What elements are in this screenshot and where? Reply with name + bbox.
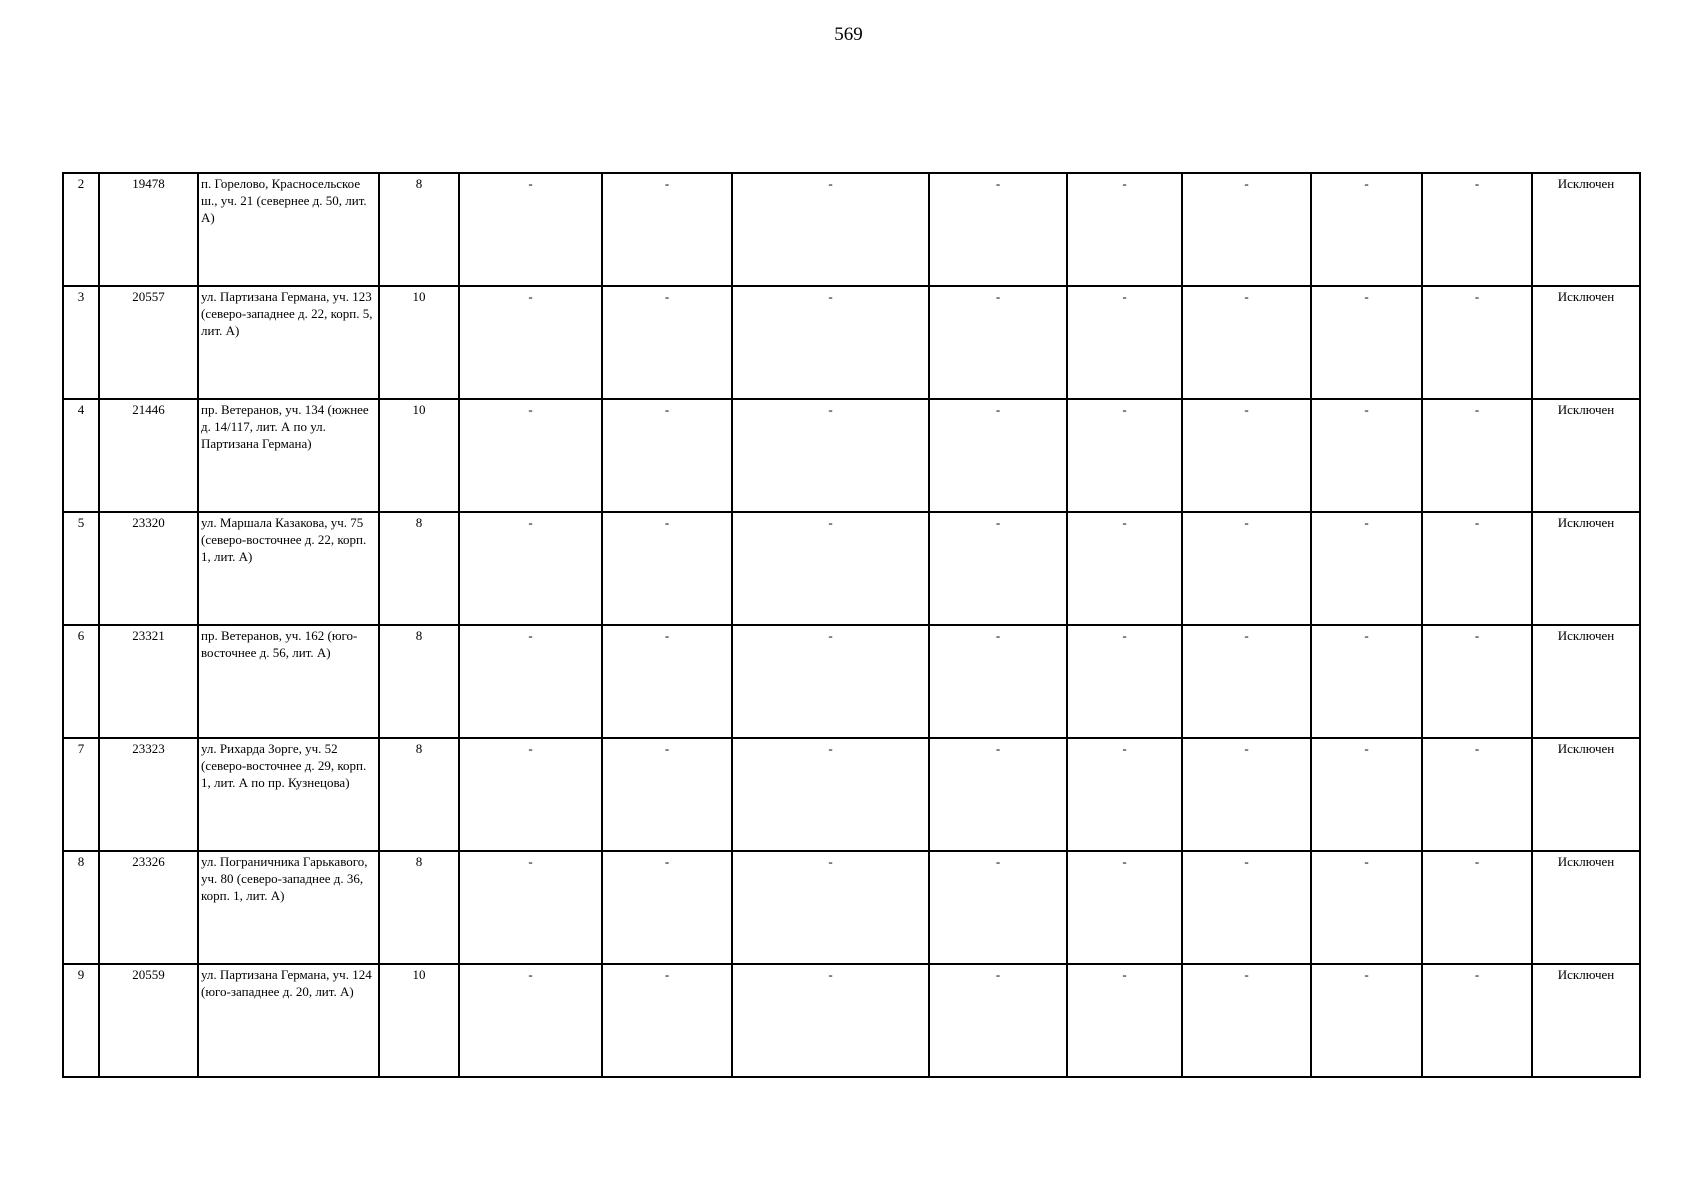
table-row — [63, 512, 1640, 625]
row-number-cell: 8 — [63, 851, 99, 964]
dash-cell: - — [1311, 738, 1422, 851]
dash-cell: - — [1182, 738, 1311, 851]
address-cell: ул. Пограничника Гарькавого, уч. 80 (северо-западнее д. 36, корп. 1, лит. А) — [198, 851, 379, 964]
status-cell: Исключен — [1532, 964, 1640, 1077]
row-number-cell: 5 — [63, 512, 99, 625]
code-cell: 23326 — [99, 851, 198, 964]
code-cell: 23320 — [99, 512, 198, 625]
dash-cell: - — [1422, 173, 1532, 286]
dash-cell: - — [1182, 173, 1311, 286]
dash-cell: - — [732, 512, 929, 625]
dash-cell: - — [929, 851, 1067, 964]
dash-cell: - — [1182, 964, 1311, 1077]
value-cell: 10 — [379, 399, 459, 512]
dash-cell: - — [732, 851, 929, 964]
dash-cell: - — [1182, 399, 1311, 512]
row-number-cell: 9 — [63, 964, 99, 1077]
dash-cell: - — [602, 512, 732, 625]
status-cell: Исключен — [1532, 399, 1640, 512]
dash-cell: - — [732, 625, 929, 738]
dash-cell: - — [1182, 512, 1311, 625]
dash-cell: - — [459, 399, 602, 512]
dash-cell: - — [929, 738, 1067, 851]
code-cell: 19478 — [99, 173, 198, 286]
address-cell: ул. Маршала Казакова, уч. 75 (северо-восточнее д. 22, корп. 1, лит. А) — [198, 512, 379, 625]
dash-cell: - — [732, 738, 929, 851]
address-cell: ул. Рихарда Зорге, уч. 52 (северо-восточнее д. 29, корп. 1, лит. А по пр. Кузнецова) — [198, 738, 379, 851]
row-number-cell: 6 — [63, 625, 99, 738]
dash-cell: - — [602, 286, 732, 399]
dash-cell: - — [1067, 399, 1182, 512]
dash-cell: - — [602, 173, 732, 286]
dash-cell: - — [1067, 964, 1182, 1077]
code-cell: 21446 — [99, 399, 198, 512]
dash-cell: - — [1311, 286, 1422, 399]
dash-cell: - — [1311, 964, 1422, 1077]
status-cell: Исключен — [1532, 512, 1640, 625]
dash-cell: - — [1422, 625, 1532, 738]
status-cell: Исключен — [1532, 738, 1640, 851]
value-cell: 8 — [379, 512, 459, 625]
address-cell: пр. Ветеранов, уч. 162 (юго-восточнее д. 56, лит. А) — [198, 625, 379, 738]
dash-cell: - — [1182, 625, 1311, 738]
code-cell: 20559 — [99, 964, 198, 1077]
dash-cell: - — [1422, 399, 1532, 512]
value-cell: 8 — [379, 625, 459, 738]
value-cell: 8 — [379, 738, 459, 851]
dash-cell: - — [1182, 286, 1311, 399]
dash-cell: - — [1067, 738, 1182, 851]
dash-cell: - — [732, 173, 929, 286]
dash-cell: - — [459, 286, 602, 399]
dash-cell: - — [602, 964, 732, 1077]
row-number-cell: 4 — [63, 399, 99, 512]
code-cell: 23321 — [99, 625, 198, 738]
dash-cell: - — [1311, 173, 1422, 286]
dash-cell: - — [1422, 738, 1532, 851]
value-cell: 8 — [379, 173, 459, 286]
dash-cell: - — [929, 964, 1067, 1077]
table-row — [63, 851, 1640, 964]
address-cell: п. Горелово, Красносельское ш., уч. 21 (севернее д. 50, лит. А) — [198, 173, 379, 286]
dash-cell: - — [1311, 399, 1422, 512]
table-row — [63, 286, 1640, 399]
table-row — [63, 738, 1640, 851]
value-cell: 8 — [379, 851, 459, 964]
dash-cell: - — [1311, 851, 1422, 964]
value-cell: 10 — [379, 286, 459, 399]
dash-cell: - — [1311, 512, 1422, 625]
table-row — [63, 399, 1640, 512]
dash-cell: - — [929, 286, 1067, 399]
dash-cell: - — [459, 173, 602, 286]
registry-table — [62, 172, 1641, 1078]
row-number-cell: 7 — [63, 738, 99, 851]
dash-cell: - — [1067, 851, 1182, 964]
status-cell: Исключен — [1532, 625, 1640, 738]
dash-cell: - — [929, 625, 1067, 738]
value-cell: 10 — [379, 964, 459, 1077]
dash-cell: - — [929, 399, 1067, 512]
code-cell: 23323 — [99, 738, 198, 851]
dash-cell: - — [1422, 512, 1532, 625]
address-cell: ул. Партизана Германа, уч. 124 (юго-западнее д. 20, лит. А) — [198, 964, 379, 1077]
table-body — [63, 173, 1640, 1077]
dash-cell: - — [732, 964, 929, 1077]
dash-cell: - — [1422, 851, 1532, 964]
dash-cell: - — [602, 399, 732, 512]
table-row — [63, 173, 1640, 286]
dash-cell: - — [602, 851, 732, 964]
dash-cell: - — [459, 964, 602, 1077]
table-row — [63, 625, 1640, 738]
dash-cell: - — [459, 512, 602, 625]
dash-cell: - — [1182, 851, 1311, 964]
dash-cell: - — [929, 173, 1067, 286]
dash-cell: - — [459, 738, 602, 851]
code-cell: 20557 — [99, 286, 198, 399]
address-cell: пр. Ветеранов, уч. 134 (южнее д. 14/117, лит. А по ул. Партизана Германа) — [198, 399, 379, 512]
dash-cell: - — [459, 625, 602, 738]
status-cell: Исключен — [1532, 286, 1640, 399]
dash-cell: - — [602, 625, 732, 738]
dash-cell: - — [1067, 173, 1182, 286]
dash-cell: - — [929, 512, 1067, 625]
dash-cell: - — [1422, 964, 1532, 1077]
page-number: 569 — [834, 24, 863, 45]
dash-cell: - — [1067, 512, 1182, 625]
row-number-cell: 2 — [63, 173, 99, 286]
row-number-cell: 3 — [63, 286, 99, 399]
dash-cell: - — [459, 851, 602, 964]
dash-cell: - — [1311, 625, 1422, 738]
dash-cell: - — [1422, 286, 1532, 399]
dash-cell: - — [732, 399, 929, 512]
table-row — [63, 964, 1640, 1077]
dash-cell: - — [1067, 625, 1182, 738]
dash-cell: - — [1067, 286, 1182, 399]
status-cell: Исключен — [1532, 173, 1640, 286]
dash-cell: - — [732, 286, 929, 399]
address-cell: ул. Партизана Германа, уч. 123 (северо-западнее д. 22, корп. 5, лит. А) — [198, 286, 379, 399]
dash-cell: - — [602, 738, 732, 851]
status-cell: Исключен — [1532, 851, 1640, 964]
